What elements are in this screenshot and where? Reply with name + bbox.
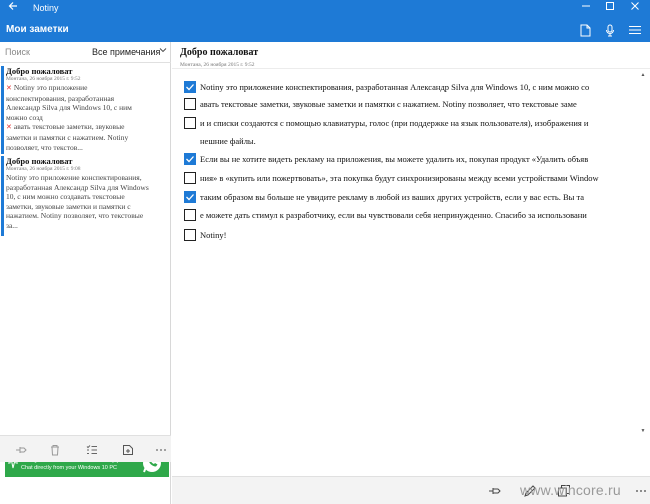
ad-subtitle: Chat directly from your Windows 10 PC — [21, 465, 117, 471]
app-header — [0, 18, 650, 42]
note-date: Монтана, 26 ноября 2015 г. 9:52 — [180, 62, 255, 68]
notes-filter-dropdown[interactable] — [92, 44, 170, 60]
note-preview-line: Александр Silva для Windows 10, с ним — [6, 103, 132, 113]
note-preview-line: заметки и памятки с нажатием. Notiny — [6, 132, 129, 142]
note-preview-line: нажатием. Notiny позволяет, что текстовые — [6, 211, 144, 221]
note-preview-line: ✕ Notiny это приложение — [6, 83, 88, 92]
note-date: Монтана, 26 ноября 2015 г. 9:52 — [6, 76, 81, 82]
note-preview-line: за... — [6, 220, 18, 230]
scroll-down-icon[interactable]: ▼ — [640, 428, 646, 434]
checkbox-unchecked[interactable] — [184, 98, 196, 110]
new-note-icon[interactable] — [576, 21, 594, 39]
note-preview-line: конспектирования, разработанная — [6, 93, 115, 103]
checklist-item-text[interactable]: Если вы не хотите видеть рекламу на приложения, вы можете удалить их, покупая продукт «Удалить объяв — [200, 154, 589, 164]
pin-icon[interactable] — [487, 483, 503, 499]
note-preview-line: разработанная Александр Silva для Windows — [6, 182, 149, 192]
checklist-item-text[interactable]: ния» в «купить или пожертвовать», эта покупка будут синхронизированы между всеми устройствами Window — [200, 173, 599, 183]
delete-mark-icon: ✕ — [6, 123, 12, 132]
minimize-icon[interactable] — [574, 0, 598, 18]
note-title[interactable]: Добро пожаловат — [180, 47, 259, 58]
checklist-item-text[interactable]: нешние файлы. — [200, 136, 256, 146]
checklist-item-text[interactable]: таким образом вы больше не увидите рекламу в любой из ваших других устройств, если у вас есть. Вы та — [200, 192, 585, 202]
window-title: Notiny — [33, 3, 59, 13]
more-icon[interactable] — [154, 443, 168, 457]
menu-icon[interactable] — [626, 21, 644, 39]
checkbox-unchecked[interactable] — [184, 172, 196, 184]
back-arrow-icon[interactable] — [8, 1, 18, 14]
pin-icon[interactable] — [14, 443, 28, 457]
add-note-icon[interactable] — [121, 443, 135, 457]
delete-icon[interactable] — [48, 443, 62, 457]
note-preview-line: заметки, звуковые заметки и памятки с — [6, 201, 131, 211]
checklist-item-text[interactable]: е можете дать стимул к разработчику, если вы чувствовали себя непринужденно. Спасибо за использовани — [200, 210, 587, 220]
checkbox-unchecked[interactable] — [184, 229, 196, 241]
note-preview-line: Notiny это приложение конспектирования, — [6, 173, 142, 182]
note-title: Добро пожаловат — [6, 66, 73, 76]
note-preview-line: 10, с ним можно создавать текстовые — [6, 192, 125, 202]
checkbox-checked[interactable] — [184, 153, 196, 165]
watermark: www.wincore.ru — [520, 482, 621, 498]
checklist-item-text[interactable]: авать текстовые заметки, звуковые заметки и памятки с нажатием. Notiny позволяет, что текстовые заме — [200, 99, 577, 109]
checkbox-unchecked[interactable] — [184, 209, 196, 221]
checklist-item-text[interactable]: Notiny! — [200, 230, 227, 240]
checkbox-unchecked[interactable] — [184, 117, 196, 129]
page-title: Мои заметки — [6, 24, 69, 35]
filter-selected: Все примечания — [92, 47, 161, 57]
divider — [172, 68, 650, 69]
checklist-item-text[interactable]: Notiny это приложение конспектирования, разработанная Александр Silva для Windows 10, с ним можно со — [200, 82, 590, 92]
note-toolbar — [172, 476, 650, 504]
chevron-down-icon — [159, 44, 167, 60]
divider — [0, 62, 171, 63]
note-editor-pane — [172, 42, 650, 504]
scroll-up-icon[interactable]: ▲ — [640, 72, 646, 78]
note-preview-line: ✕ авать текстовые заметки, звуковые — [6, 122, 125, 132]
checkbox-checked[interactable] — [184, 191, 196, 203]
note-list-item[interactable] — [1, 156, 169, 236]
note-date: Монтана, 26 ноября 2015 г. 9:08 — [6, 166, 81, 172]
note-preview-line: позволяет, что текстов... — [6, 142, 83, 152]
note-list-item[interactable] — [1, 66, 169, 154]
checkbox-checked[interactable] — [184, 81, 196, 93]
close-icon[interactable] — [623, 0, 647, 18]
notes-list-toolbar — [0, 435, 171, 462]
title-bar — [0, 0, 650, 18]
microphone-icon[interactable] — [601, 21, 619, 39]
vertical-scrollbar[interactable] — [640, 72, 646, 434]
maximize-icon[interactable] — [598, 0, 622, 18]
delete-mark-icon: ✕ — [6, 84, 12, 92]
more-icon[interactable] — [633, 483, 649, 499]
search-input[interactable]: Поиск — [5, 47, 30, 57]
checklist-icon[interactable] — [85, 443, 99, 457]
checklist-item-text[interactable]: и и списки создаются с помощью клавиатуры, голос (при поддержке на язык пользователя), изображения и — [200, 118, 589, 128]
note-title: Добро пожаловат — [6, 156, 73, 166]
note-preview-line: можно созд — [6, 112, 43, 122]
